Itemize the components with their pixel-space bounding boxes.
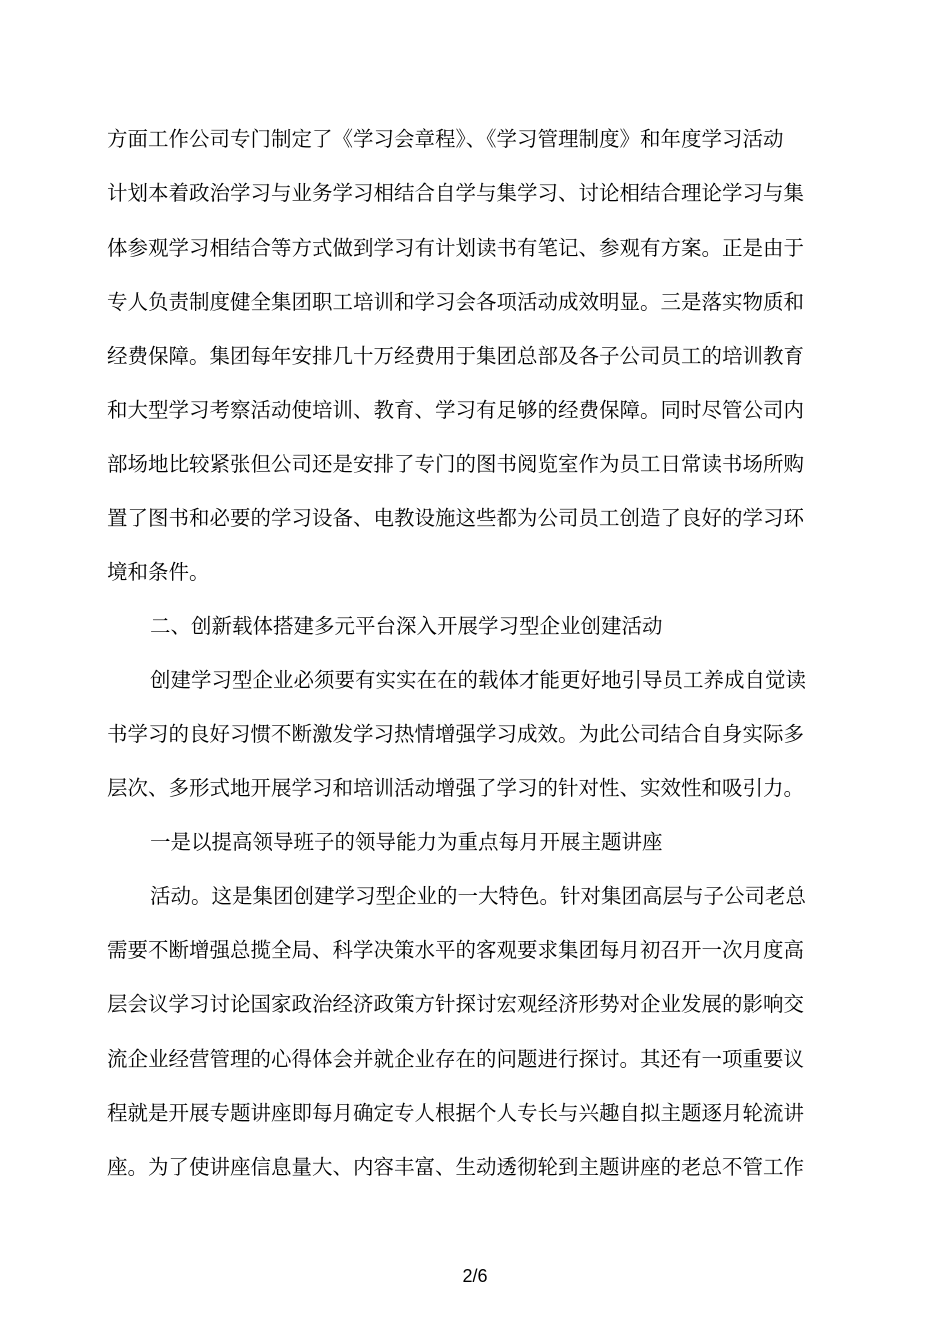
body-text-line: 创建学习型企业必须要有实实在在的载体才能更好地引导员工养成自觉读 <box>150 668 806 692</box>
body-text-line: 专人负责制度健全集团职工培训和学习会各项活动成效明显。三是落实物质和 <box>107 290 804 314</box>
page-number: 2/6 <box>462 1266 488 1286</box>
body-text-line: 置了图书和必要的学习设备、电教设施这些都为公司员工创造了良好的学习环 <box>107 506 804 530</box>
body-text-line: 境和条件。 <box>107 560 210 584</box>
body-text-line: 部场地比较紧张但公司还是安排了专门的图书阅览室作为员工日常读书场所购 <box>107 452 804 476</box>
body-text-line: 程就是开展专题讲座即每月确定专人根据个人专长与兴趣自拟主题逐月轮流讲 <box>107 1101 804 1125</box>
section-heading: 二、创新载体搭建多元平台深入开展学习型企业创建活动 <box>150 614 663 638</box>
body-text-line: 流企业经营管理的心得体会并就企业存在的问题进行探讨。其还有一项重要议 <box>107 1047 804 1071</box>
body-text-line: 经费保障。集团每年安排几十万经费用于集团总部及各子公司员工的培训教育 <box>107 344 804 368</box>
body-text-line: 体参观学习相结合等方式做到学习有计划读书有笔记、参观有方案。正是由于 <box>107 236 804 260</box>
body-text-line: 书学习的良好习惯不断激发学习热情增强学习成效。为此公司结合自身实际多 <box>107 722 804 746</box>
body-text-line: 方面工作公司专门制定了《学习会章程》、《学习管理制度》和年度学习活动 <box>107 127 784 151</box>
body-text-line: 计划本着政治学习与业务学习相结合自学与集学习、讨论相结合理论学习与集 <box>107 181 804 205</box>
body-text-line: 层会议学习讨论国家政治经济政策方针探讨宏观经济形势对企业发展的影响交 <box>107 992 804 1016</box>
body-text-line: 和大型学习考察活动使培训、教育、学习有足够的经费保障。同时尽管公司内 <box>107 398 804 422</box>
body-text-line: 层次、多形式地开展学习和培训活动增强了学习的针对性、实效性和吸引力。 <box>107 776 804 800</box>
body-text-line: 座。为了使讲座信息量大、内容丰富、生动透彻轮到主题讲座的老总不管工作 <box>107 1155 804 1179</box>
subheading-line: 一是以提高领导班子的领导能力为重点每月开展主题讲座 <box>150 830 663 854</box>
body-text-line: 需要不断增强总揽全局、科学决策水平的客观要求集团每月初召开一次月度高 <box>107 938 804 962</box>
body-text-line: 活动。这是集团创建学习型企业的一大特色。针对集团高层与子公司老总 <box>150 884 806 908</box>
